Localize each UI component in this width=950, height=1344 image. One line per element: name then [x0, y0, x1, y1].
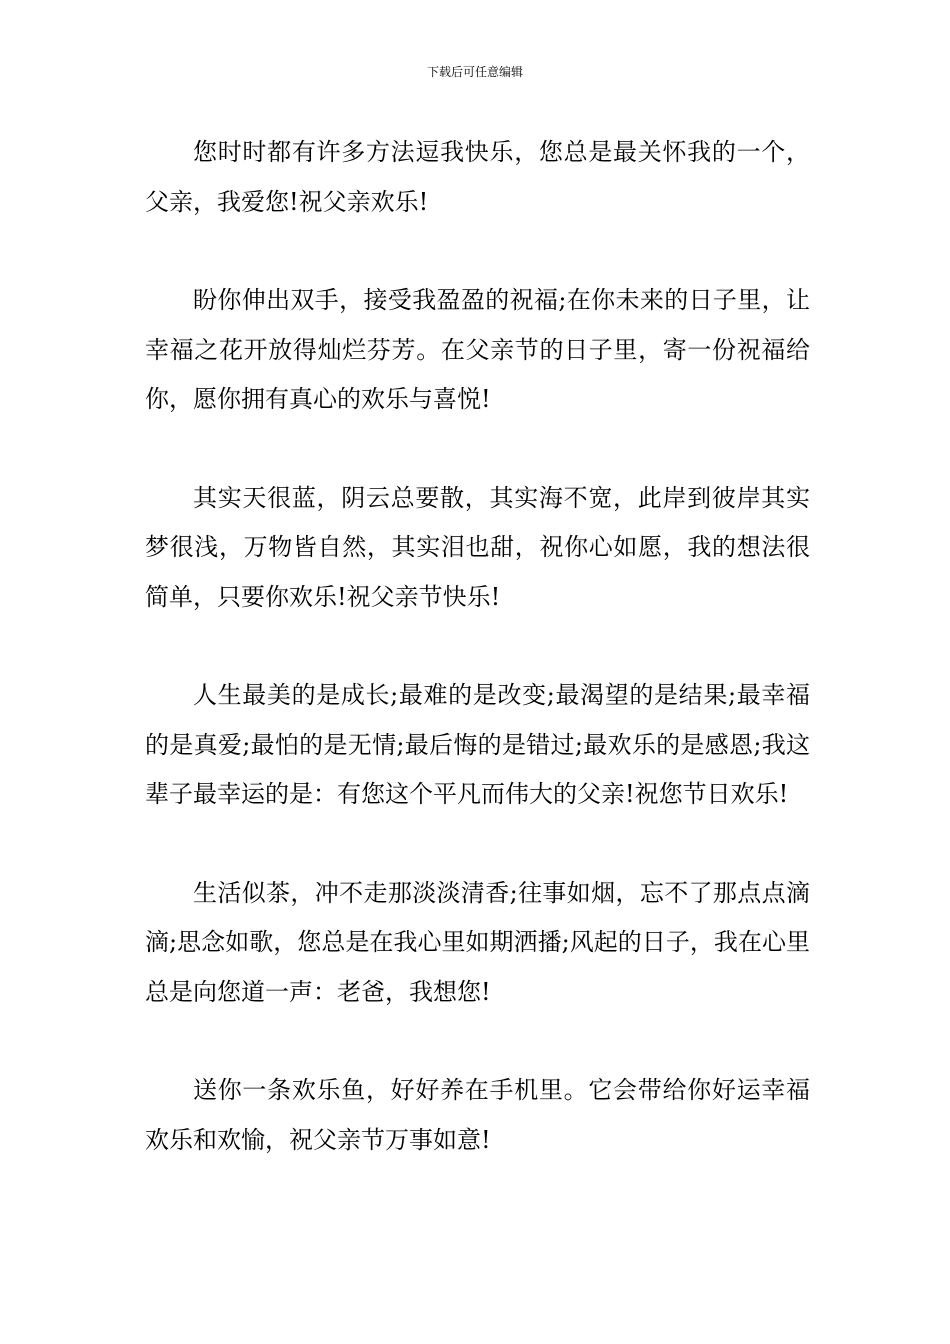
document-body [145, 128, 810, 1214]
paragraph-2: 盼你伸出双手，接受我盈盈的祝福;在你未来的日子里，让幸福之花开放得灿烂芬芳。在父亲节的日子里，寄一份祝福给你，愿你拥有真心的欢乐与喜悦! [145, 286, 810, 413]
header-note: 下载后可任意编辑 [426, 65, 523, 79]
paragraph-5: 生活似茶，冲不走那淡淡清香;往事如烟，忘不了那点点滴滴;思念如歌，您总是在我心里如期洒播;风起的日子，我在心里总是向您道一声：老爸，我想您! [145, 878, 810, 1006]
paragraph-1: 您时时都有许多方法逗我快乐，您总是最关怀我的一个，父亲，我爱您!祝父亲欢乐! [145, 138, 810, 216]
paragraph-6: 送你一条欢乐鱼，好好养在手机里。它会带给你好运幸福欢乐和欢愉，祝父亲节万事如意! [145, 1076, 810, 1154]
paragraph-3: 其实天很蓝，阴云总要散，其实海不宽，此岸到彼岸其实梦很浅，万物皆自然，其实泪也甜，祝你心如愿，我的想法很简单，只要你欢乐!祝父亲节快乐! [145, 483, 810, 611]
paragraph-4: 人生最美的是成长;最难的是改变;最渴望的是结果;最幸福的是真爱;最怕的是无情;最后悔的是错过;最欢乐的是感恩;我这辈子最幸运的是：有您这个平凡而伟大的父亲!祝您节日欢乐! [145, 681, 810, 808]
